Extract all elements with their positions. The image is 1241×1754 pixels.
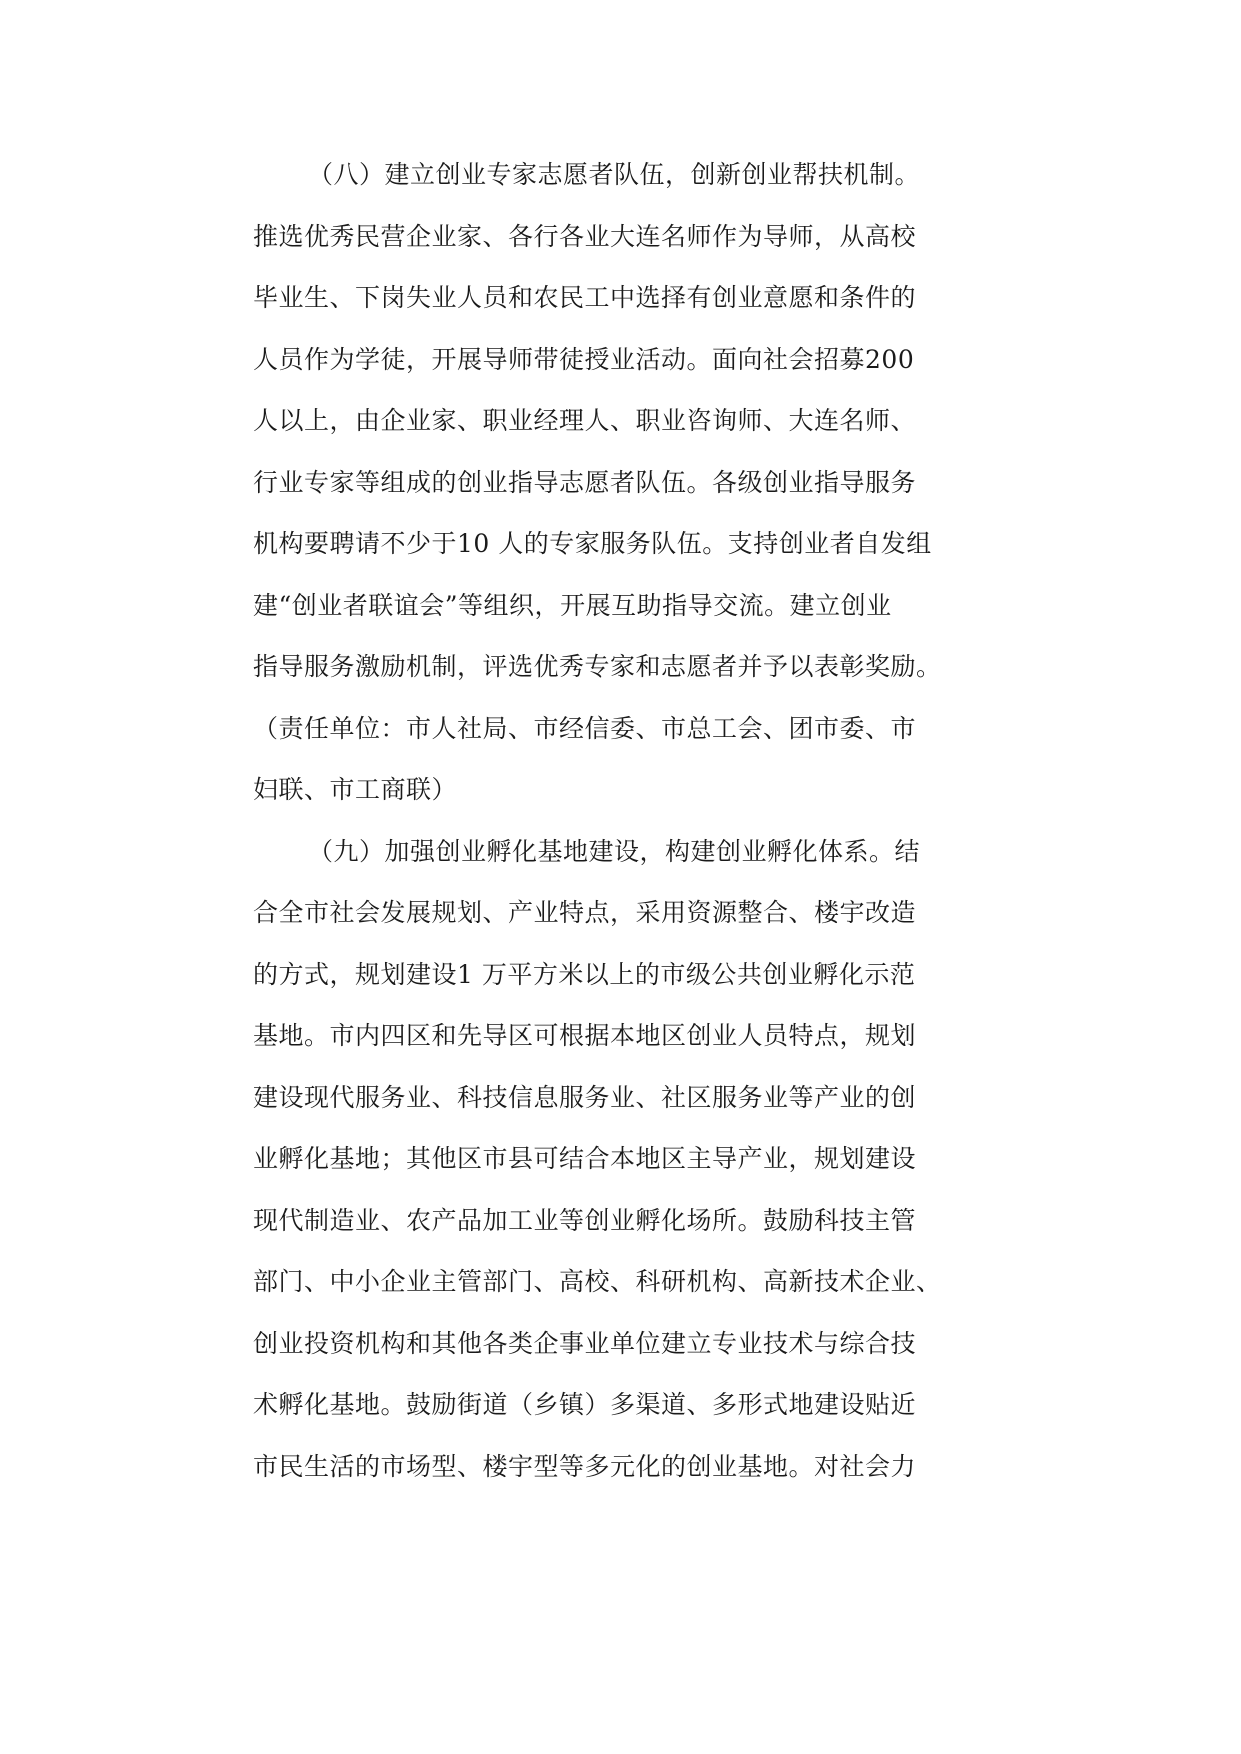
paragraph-line: 创业投资机构和其他各类企事业单位建立专业技术与综合技 [253, 1328, 917, 1358]
paragraph-line: （八）建立创业专家志愿者队伍，创新创业帮扶机制。 [308, 160, 921, 189]
document-text-block [253, 160, 993, 1513]
paragraph-line: 部门、中小企业主管部门、高校、科研机构、高新技术企业、 [253, 1267, 942, 1296]
paragraph-9 [253, 837, 993, 1514]
paragraph-line: 人以上，由企业家、职业经理人、职业咨询师、大连名师、 [253, 406, 917, 435]
paragraph-line: 建“创业者联谊会”等组织，开展互助指导交流。建立创业 [253, 590, 892, 620]
paragraph-line: 基地。市内四区和先导区可根据本地区创业人员特点，规划 [253, 1021, 917, 1050]
paragraph-line: 市民生活的市场型、楼宇型等多元化的创业基地。对社会力 [253, 1451, 917, 1481]
paragraph-line: 的方式，规划建设1 万平方米以上的市级公共创业孵化示范 [253, 959, 916, 989]
paragraph-line: 行业专家等组成的创业指导志愿者队伍。各级创业指导服务 [253, 467, 917, 497]
paragraph-line: （责任单位：市人社局、市经信委、市总工会、团市委、市 [253, 713, 917, 743]
paragraph-line: 推选优秀民营企业家、各行各业大连名师作为导师，从高校 [253, 221, 917, 251]
paragraph-line: 建设现代服务业、科技信息服务业、社区服务业等产业的创 [253, 1082, 917, 1112]
paragraph-line: 人员作为学徒，开展导师带徒授业活动。面向社会招募200 [253, 344, 915, 374]
paragraph-line: 合全市社会发展规划、产业特点，采用资源整合、楼宇改造 [253, 898, 917, 927]
paragraph-line: 术孵化基地。鼓励街道（乡镇）多渠道、多形式地建设贴近 [253, 1390, 917, 1419]
paragraph-line: 现代制造业、农产品加工业等创业孵化场所。鼓励科技主管 [253, 1205, 917, 1235]
paragraph-line: 业孵化基地；其他区市县可结合本地区主导产业，规划建设 [253, 1144, 917, 1173]
paragraph-line: 妇联、市工商联） [253, 775, 458, 804]
paragraph-line: 机构要聘请不少于10 人的专家服务队伍。支持创业者自发组 [253, 529, 932, 558]
paragraph-line: （九）加强创业孵化基地建设，构建创业孵化体系。结 [308, 836, 921, 866]
paragraph-line: 指导服务激励机制，评选优秀专家和志愿者并予以表彰奖励。 [253, 652, 942, 681]
paragraph-8 [253, 160, 993, 837]
paragraph-line: 毕业生、下岗失业人员和农民工中选择有创业意愿和条件的 [253, 283, 917, 312]
